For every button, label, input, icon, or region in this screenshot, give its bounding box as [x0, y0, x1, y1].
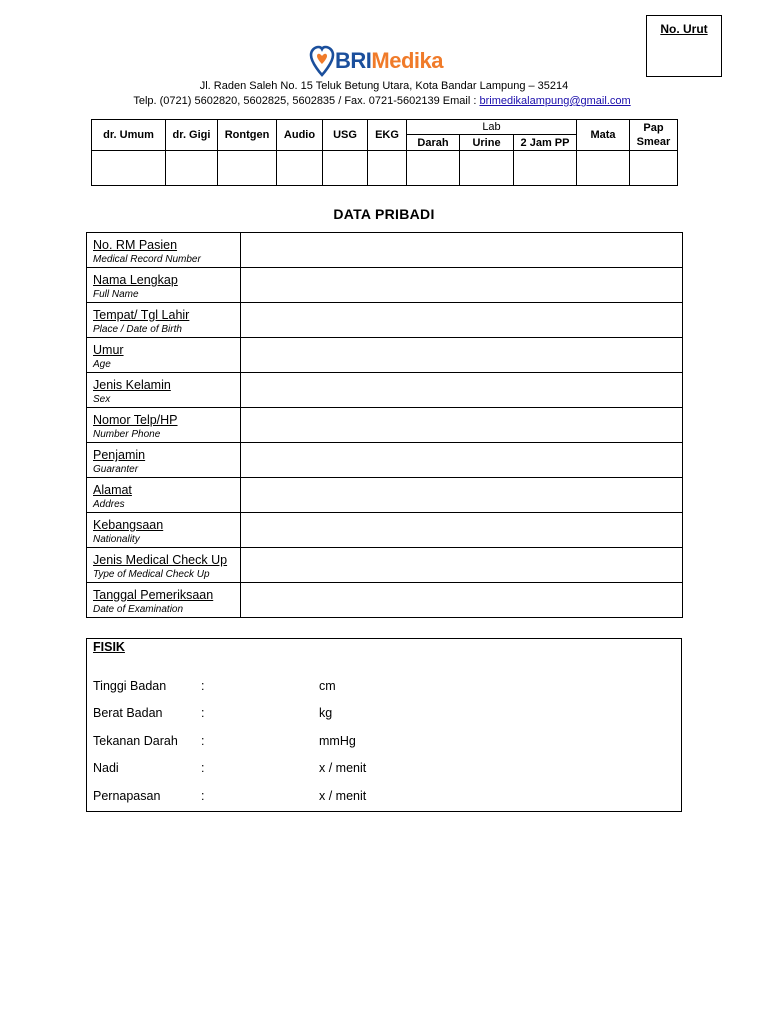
field-label-cell: [87, 373, 241, 408]
vital-label: Pernapasan: [93, 789, 161, 803]
personal-data-row: [87, 408, 683, 443]
col-ekg: EKG: [368, 120, 407, 151]
personal-data-row: [87, 373, 683, 408]
email-link[interactable]: brimedikalampung@gmail.com: [479, 95, 631, 107]
col-dr-umum: dr. Umum: [92, 120, 166, 151]
field-label-english: Medical Record Number: [93, 254, 201, 265]
contact-phone-fax: Telp. (0721) 5602820, 5602825, 5602835 / Fax. 0721-5602139 Email :: [133, 95, 480, 107]
field-label-english: Type of Medical Check Up: [93, 569, 210, 580]
personal-data-row: [87, 478, 683, 513]
personal-data-row: [87, 443, 683, 478]
field-label-english: Nationality: [93, 534, 140, 545]
field-label: Alamat: [93, 483, 132, 497]
check-cell-audio[interactable]: [277, 151, 323, 186]
field-label-cell: [87, 338, 241, 373]
logo-text-medika: Medika: [371, 48, 443, 73]
field-label-english: Place / Date of Birth: [93, 324, 182, 335]
field-label: Nomor Telp/HP: [93, 413, 178, 427]
clinic-address: Jl. Raden Saleh No. 15 Teluk Betung Utara, Kota Bandar Lampung – 35214: [199, 80, 569, 92]
check-cell-pap-smear[interactable]: [630, 151, 678, 186]
clinic-contact: [0, 95, 766, 107]
personal-data-row: [87, 233, 683, 268]
field-value[interactable]: [241, 513, 683, 548]
check-cell-ekg[interactable]: [368, 151, 407, 186]
logo-text-bri: BRI: [335, 48, 372, 73]
no-urut-box: [646, 15, 722, 77]
personal-data-row: [87, 338, 683, 373]
field-label-english: Date of Examination: [93, 604, 184, 615]
personal-data-row: [87, 268, 683, 303]
field-value[interactable]: [241, 583, 683, 618]
vital-label: Nadi: [93, 761, 119, 775]
check-cell-urine[interactable]: [460, 151, 514, 186]
col-pap-smear: Pap Smear: [630, 120, 678, 151]
field-label-english: Addres: [93, 499, 125, 510]
field-label: Umur: [93, 343, 124, 357]
check-cell-mata[interactable]: [577, 151, 630, 186]
field-label-english: Sex: [93, 394, 111, 405]
field-label: Jenis Medical Check Up: [93, 553, 228, 567]
personal-data-row: [87, 513, 683, 548]
field-value[interactable]: [241, 478, 683, 513]
physical-exam-box: [86, 638, 682, 812]
field-label-cell: [87, 303, 241, 338]
field-label-english: Number Phone: [93, 429, 161, 440]
field-label-cell: [87, 548, 241, 583]
check-cell-dr-gigi[interactable]: [166, 151, 218, 186]
field-value[interactable]: [241, 408, 683, 443]
field-value[interactable]: [241, 338, 683, 373]
vital-unit: kg: [319, 706, 333, 720]
field-label: Jenis Kelamin: [93, 378, 171, 392]
col-audio: Audio: [277, 120, 323, 151]
field-label-cell: [87, 478, 241, 513]
vital-unit: cm: [319, 679, 336, 693]
field-label: Tempat/ Tgl Lahir: [93, 308, 190, 322]
examination-type-table: [91, 119, 678, 186]
col-lab-2jam: 2 Jam PP: [514, 135, 577, 151]
col-mata: Mata: [577, 120, 630, 151]
field-value[interactable]: [241, 268, 683, 303]
check-cell-dr-umum[interactable]: [92, 151, 166, 186]
vital-unit: x / menit: [319, 789, 367, 803]
col-dr-gigi: dr. Gigi: [166, 120, 218, 151]
check-cell-rontgen[interactable]: [218, 151, 277, 186]
brimedika-logo: [309, 44, 443, 78]
field-value[interactable]: [241, 303, 683, 338]
vital-label: Berat Badan: [93, 706, 163, 720]
field-label-english: Full Name: [93, 289, 139, 300]
section-title-fisik: FISIK: [93, 640, 125, 654]
vital-colon: :: [201, 789, 205, 803]
vital-colon: :: [201, 734, 205, 748]
field-label: Penjamin: [93, 448, 146, 462]
col-usg: USG: [323, 120, 368, 151]
vital-sign-row: [93, 789, 653, 805]
check-cell-usg[interactable]: [323, 151, 368, 186]
vital-colon: :: [201, 761, 205, 775]
field-label-cell: [87, 443, 241, 478]
field-label-cell: [87, 233, 241, 268]
check-cell-2jam[interactable]: [514, 151, 577, 186]
col-lab-urine: Urine: [460, 135, 514, 151]
field-label-english: Age: [93, 359, 111, 370]
personal-data-row: [87, 583, 683, 618]
field-value[interactable]: [241, 548, 683, 583]
vital-sign-row: [93, 679, 653, 695]
section-title-data-pribadi: DATA PRIBADI: [333, 206, 435, 222]
vital-label: Tinggi Badan: [93, 679, 167, 693]
field-value[interactable]: [241, 233, 683, 268]
vital-sign-row: [93, 706, 653, 722]
field-label-cell: [87, 513, 241, 548]
field-value[interactable]: [241, 443, 683, 478]
personal-data-table: [86, 232, 683, 618]
field-label: Tanggal Pemeriksaan: [93, 588, 214, 602]
vital-colon: :: [201, 679, 205, 693]
vital-sign-row: [93, 734, 653, 750]
field-label-cell: [87, 583, 241, 618]
field-label: No. RM Pasien: [93, 238, 178, 252]
vital-colon: :: [201, 706, 205, 720]
col-lab: Lab: [407, 120, 577, 135]
vital-sign-row: [93, 761, 653, 777]
heart-pin-icon: [309, 45, 335, 77]
vital-label: Tekanan Darah: [93, 734, 178, 748]
personal-data-row: [87, 303, 683, 338]
vital-unit: x / menit: [319, 761, 367, 775]
vital-unit: mmHg: [319, 734, 356, 748]
no-urut-label: No. Urut: [660, 22, 708, 36]
field-label: Nama Lengkap: [93, 273, 178, 287]
field-label-cell: [87, 268, 241, 303]
col-lab-darah: Darah: [407, 135, 460, 151]
field-label-cell: [87, 408, 241, 443]
field-label: Kebangsaan: [93, 518, 164, 532]
personal-data-row: [87, 548, 683, 583]
check-cell-darah[interactable]: [407, 151, 460, 186]
field-value[interactable]: [241, 373, 683, 408]
col-rontgen: Rontgen: [218, 120, 277, 151]
field-label-english: Guaranter: [93, 464, 139, 475]
